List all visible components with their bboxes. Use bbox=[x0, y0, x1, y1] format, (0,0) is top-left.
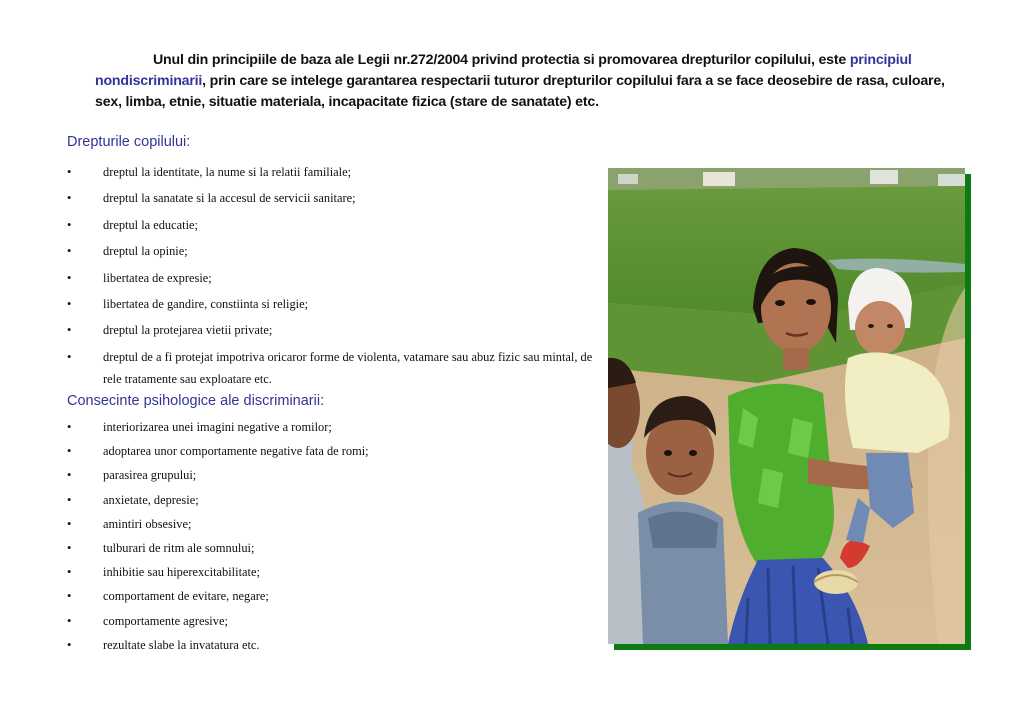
list-item bbox=[67, 514, 597, 534]
list-item bbox=[67, 161, 597, 183]
list-item-text: dreptul la identitate, la nume si la relatii familiale; bbox=[103, 165, 352, 179]
list-item-text: dreptul la sanatate si la accesul de servicii sanitare; bbox=[103, 191, 356, 206]
rights-list bbox=[67, 161, 597, 394]
list-item bbox=[67, 490, 597, 510]
bullet-mark: • bbox=[67, 565, 72, 580]
list-item bbox=[67, 465, 597, 485]
list-item bbox=[67, 293, 597, 315]
list-item-text: adoptarea unor comportamente negative fata de romi; bbox=[103, 444, 369, 459]
list-item-text: dreptul la protejarea vietii private; bbox=[103, 323, 273, 338]
bullet-mark: • bbox=[67, 270, 72, 285]
effects-list bbox=[67, 417, 597, 659]
bullet-mark: • bbox=[67, 540, 72, 555]
children-photo-illustration bbox=[608, 168, 965, 644]
list-item bbox=[67, 267, 597, 289]
list-item-text: comportamente agresive; bbox=[103, 613, 228, 628]
list-item bbox=[67, 635, 597, 655]
list-item bbox=[67, 417, 597, 437]
children-photo bbox=[608, 168, 965, 644]
bullet-mark: • bbox=[67, 420, 72, 434]
bullet-mark: • bbox=[67, 637, 72, 652]
list-item bbox=[67, 562, 597, 582]
bullet-mark: • bbox=[67, 165, 72, 179]
list-item bbox=[67, 441, 597, 461]
list-item bbox=[67, 214, 597, 236]
intro-highlight: principiul nondiscriminarii bbox=[95, 52, 912, 90]
list-item-text: dreptul de a fi protejat impotriva oricaror forme de violenta, vatamare sau abuz fizic sau mintal, de rele tratamente sau exploatare etc. bbox=[103, 349, 593, 386]
bullet-mark: • bbox=[67, 468, 72, 483]
list-item bbox=[67, 586, 597, 606]
bullet-mark: • bbox=[67, 191, 72, 206]
list-item-text: amintiri obsesive; bbox=[103, 516, 192, 531]
rights-heading: Drepturile copilului: bbox=[67, 134, 191, 150]
bullet-mark: • bbox=[67, 516, 72, 531]
photo-frame bbox=[608, 168, 971, 650]
list-item bbox=[67, 240, 597, 262]
bullet-mark: • bbox=[67, 492, 72, 507]
list-item-text: dreptul la educatie; bbox=[103, 217, 198, 232]
list-item-text: dreptul la opinie; bbox=[103, 244, 188, 259]
bullet-mark: • bbox=[67, 296, 72, 311]
list-item bbox=[67, 319, 597, 341]
bullet-mark: • bbox=[67, 217, 72, 232]
bullet-mark: • bbox=[67, 323, 72, 338]
intro-paragraph bbox=[95, 50, 965, 113]
bullet-mark: • bbox=[67, 349, 72, 364]
list-item bbox=[67, 538, 597, 558]
list-item-text: libertatea de gandire, constiinta si religie; bbox=[103, 296, 309, 311]
list-item-text: inhibitie sau hiperexcitabilitate; bbox=[103, 565, 260, 580]
list-item bbox=[67, 187, 597, 209]
bullet-mark: • bbox=[67, 613, 72, 628]
effects-heading: Consecinte psihologice ale discriminarii: bbox=[67, 393, 325, 409]
list-item-text: anxietate, depresie; bbox=[103, 492, 199, 507]
list-item bbox=[67, 346, 597, 390]
bullet-mark: • bbox=[67, 444, 72, 459]
list-item-text: libertatea de expresie; bbox=[103, 270, 212, 285]
list-item-text: parasirea grupului; bbox=[103, 468, 197, 483]
list-item-text: interiorizarea unei imagini negative a romilor; bbox=[103, 420, 332, 434]
intro-text-end: , prin care se intelege garantarea respectarii tuturor drepturilor copilului fara a se face deosebire de rasa, culoare, sex, limba, etnie, situatie materiala, incapacitate fizica (stare de sanatate) etc. bbox=[95, 73, 945, 111]
list-item bbox=[67, 611, 597, 631]
list-item-text: rezultate slabe la invatatura etc. bbox=[103, 637, 260, 652]
list-item-text: comportament de evitare, negare; bbox=[103, 589, 269, 604]
intro-text-start: Unul din principiile de baza ale Legii nr.272/2004 privind protectia si promovarea drepturilor copilului, este bbox=[153, 52, 850, 69]
bullet-mark: • bbox=[67, 589, 72, 604]
list-item-text: tulburari de ritm ale somnului; bbox=[103, 540, 255, 555]
bullet-mark: • bbox=[67, 244, 72, 259]
